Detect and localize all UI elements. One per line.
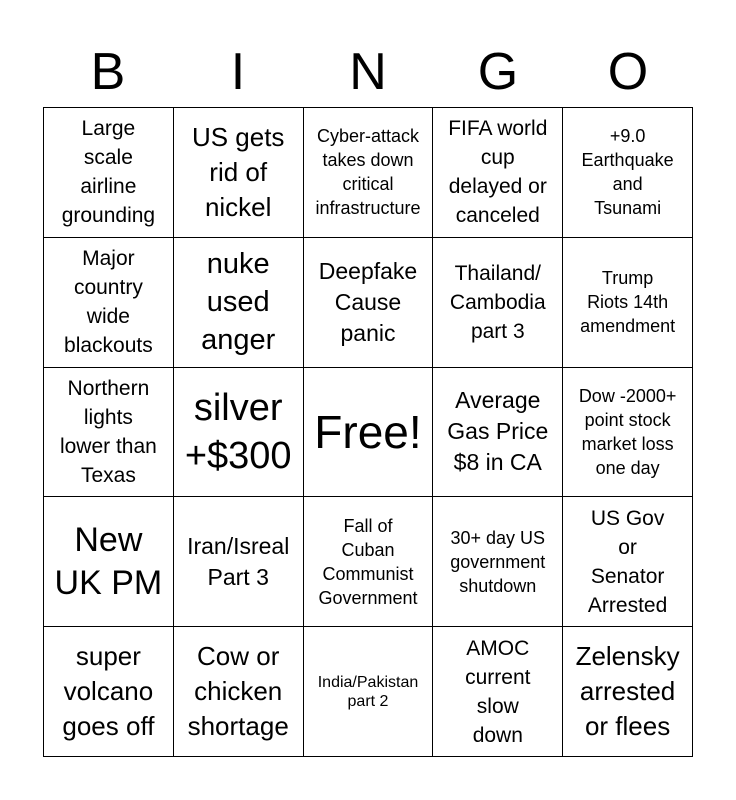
bingo-cell[interactable] bbox=[433, 108, 563, 238]
bingo-cell[interactable] bbox=[44, 368, 174, 498]
bingo-cell[interactable] bbox=[174, 627, 304, 757]
bingo-cell[interactable] bbox=[174, 238, 304, 368]
cell-text: Cow or chicken shortage bbox=[187, 641, 289, 742]
cell-text: AMOC current slow down bbox=[465, 636, 531, 747]
cell-text: Deepfake Cause panic bbox=[318, 257, 418, 346]
bingo-grid bbox=[43, 107, 693, 757]
cell-text: Major country wide blackouts bbox=[64, 247, 153, 358]
free-space[interactable] bbox=[304, 368, 434, 498]
cell-text: Fall of Cuban Communist Government bbox=[318, 515, 418, 608]
bingo-cell[interactable] bbox=[433, 238, 563, 368]
cell-text: silver +$300 bbox=[184, 386, 292, 477]
bingo-cell[interactable] bbox=[174, 108, 304, 238]
header-letter-g: G bbox=[477, 43, 519, 101]
bingo-cell[interactable] bbox=[433, 368, 563, 498]
bingo-cell[interactable] bbox=[174, 368, 304, 498]
cell-text: Average Gas Price $8 in CA bbox=[447, 387, 549, 476]
bingo-cell[interactable] bbox=[563, 108, 693, 238]
cell-text: India/Pakistan part 2 bbox=[317, 673, 419, 710]
bingo-cell[interactable] bbox=[433, 627, 563, 757]
cell-text: 30+ day US government shutdown bbox=[450, 527, 546, 596]
bingo-cell[interactable] bbox=[304, 497, 434, 627]
cell-text: US Gov or Senator Arrested bbox=[587, 506, 668, 617]
cell-text: nuke used anger bbox=[201, 248, 276, 357]
bingo-cell[interactable] bbox=[44, 627, 174, 757]
bingo-cell[interactable] bbox=[304, 238, 434, 368]
cell-text: New UK PM bbox=[54, 520, 163, 602]
bingo-cell[interactable] bbox=[563, 627, 693, 757]
bingo-cell[interactable] bbox=[44, 497, 174, 627]
cell-text: Northern lights lower than Texas bbox=[59, 376, 157, 487]
bingo-header bbox=[43, 38, 693, 106]
header-letter-b: B bbox=[90, 43, 126, 101]
cell-text: super volcano goes off bbox=[62, 641, 155, 742]
bingo-cell[interactable] bbox=[563, 368, 693, 498]
header-letter-i: I bbox=[230, 43, 246, 101]
cell-text: US gets rid of nickel bbox=[191, 121, 285, 222]
header-letter-o: O bbox=[607, 43, 649, 101]
header-letter-n: N bbox=[349, 43, 387, 101]
cell-text: Trump Riots 14th amendment bbox=[580, 268, 676, 337]
cell-text: Dow -2000+ point stock market loss one day bbox=[578, 385, 677, 478]
bingo-cell[interactable] bbox=[44, 108, 174, 238]
bingo-cell[interactable] bbox=[433, 497, 563, 627]
cell-text: Free! bbox=[314, 405, 422, 458]
bingo-cell[interactable] bbox=[304, 108, 434, 238]
bingo-cell[interactable] bbox=[304, 627, 434, 757]
bingo-cell[interactable] bbox=[44, 238, 174, 368]
cell-text: Iran/Isreal Part 3 bbox=[187, 532, 290, 590]
cell-text: FIFA world cup delayed or canceled bbox=[448, 117, 548, 228]
cell-text: Large scale airline grounding bbox=[61, 117, 156, 228]
cell-text: Thailand/ Cambodia part 3 bbox=[449, 261, 546, 343]
cell-text: Cyber-attack takes down critical infrastructure bbox=[315, 126, 421, 219]
bingo-cell[interactable] bbox=[563, 238, 693, 368]
bingo-cell[interactable] bbox=[174, 497, 304, 627]
cell-text: +9.0 Earthquake and Tsunami bbox=[581, 126, 674, 219]
cell-text: Zelensky arrested or flees bbox=[575, 641, 680, 742]
bingo-cell[interactable] bbox=[563, 497, 693, 627]
